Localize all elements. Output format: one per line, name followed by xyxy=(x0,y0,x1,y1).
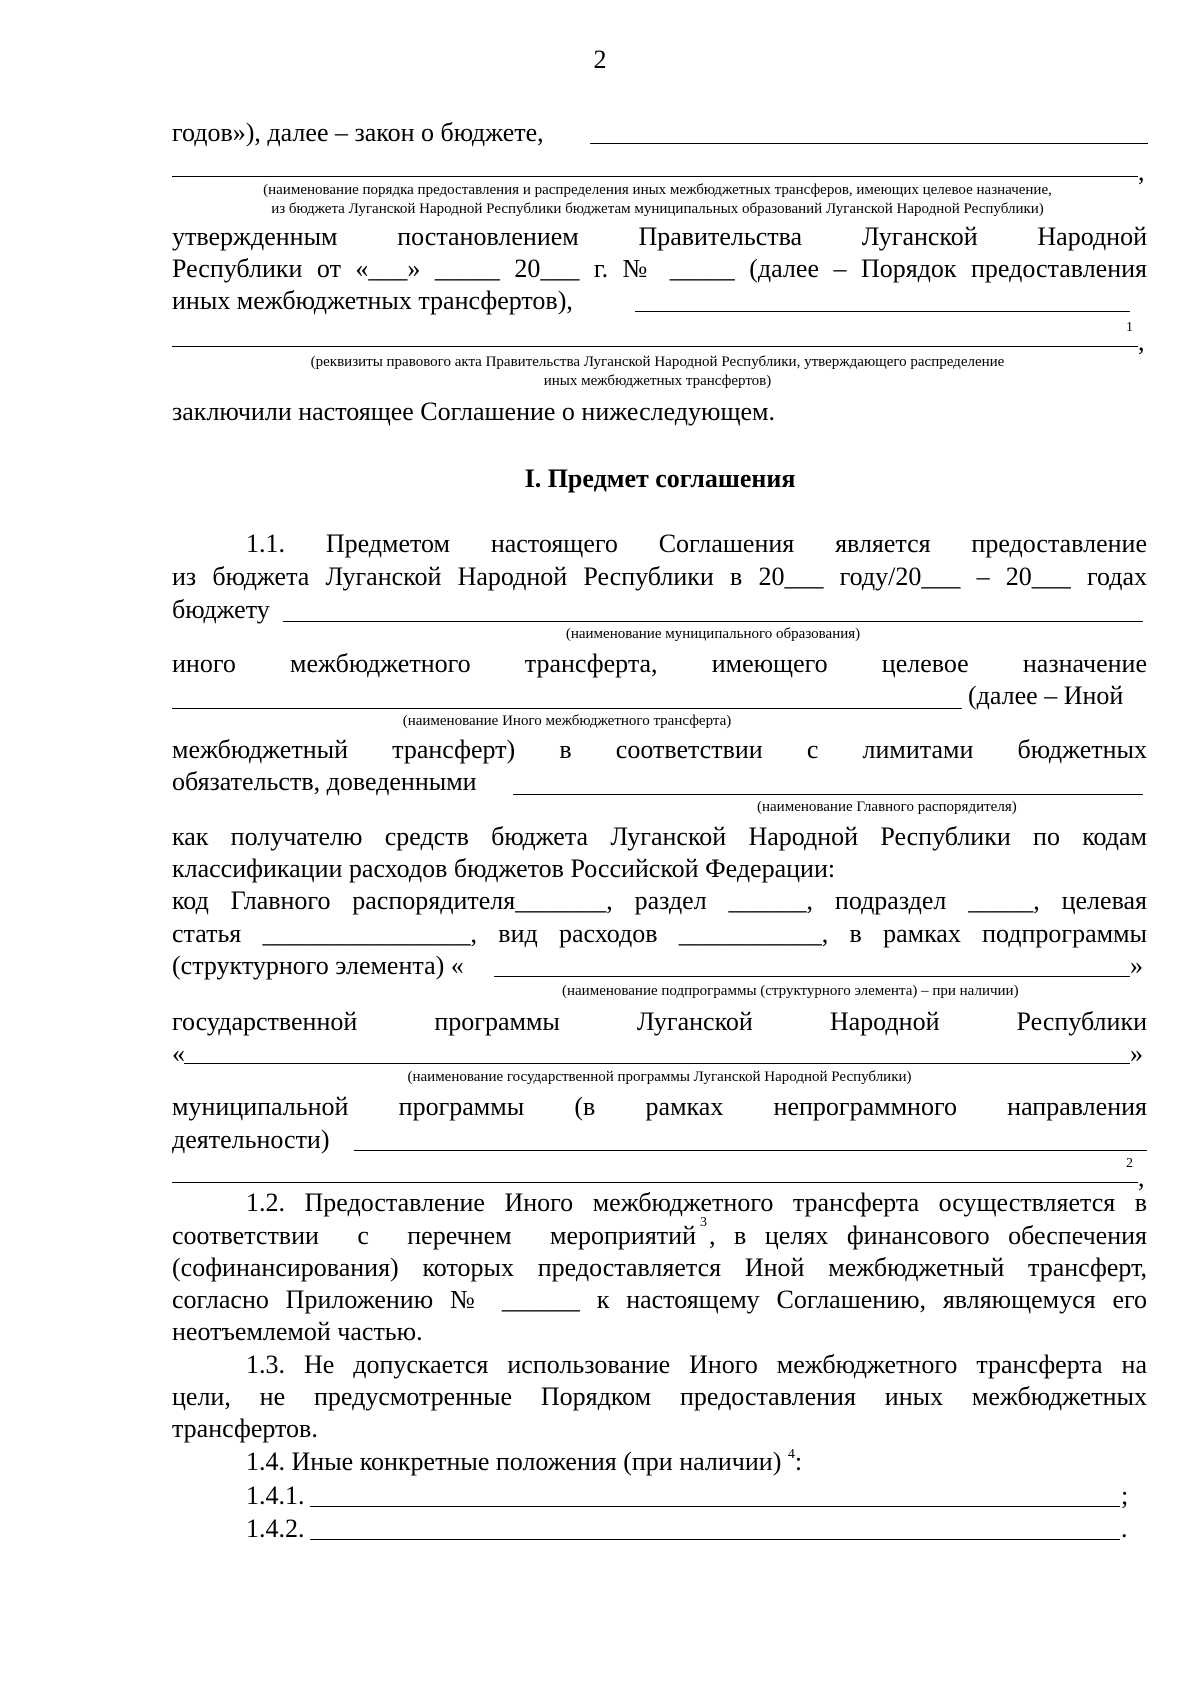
caption: из бюджета Луганской Народной Республики бюджетам муниципальных образований Луганской Народной Республики) xyxy=(271,201,1044,217)
comma: , xyxy=(1138,1163,1145,1192)
text-line xyxy=(246,1446,802,1478)
text-line: » xyxy=(1130,1039,1143,1068)
text-line: государственной программы Луганской Народной Республики xyxy=(172,1007,1147,1036)
footnote-marker: 3 xyxy=(700,1215,707,1230)
fill-line xyxy=(310,1506,1120,1507)
fill-line xyxy=(283,621,1143,622)
text-line: муниципальной программы (в рамках непрограммного направления xyxy=(172,1092,1147,1121)
fill-line xyxy=(184,1063,1130,1064)
text-line: (структурного элемента) « xyxy=(172,951,464,980)
text-line: 1.1. Предметом настоящего Соглашения является предоставление xyxy=(246,529,1147,558)
fill-line xyxy=(354,1150,1147,1151)
text-line: обязательств, доведенными xyxy=(172,767,477,796)
fill-line xyxy=(172,708,962,709)
text-line: иных межбюджетных трансфертов), xyxy=(172,286,573,315)
text-line: » xyxy=(1130,951,1143,980)
footnote-marker: 1 xyxy=(1126,320,1133,335)
fill-line xyxy=(635,311,1130,312)
comma: , xyxy=(1138,157,1145,186)
caption: (реквизиты правового акта Правительства Луганской Народной Республики, утверждающего распределение xyxy=(310,354,1005,370)
section-title: I. Предмет соглашения xyxy=(524,464,796,493)
fill-line xyxy=(494,976,1130,977)
text-line: межбюджетный трансферт) в соответствии с лимитами бюджетных xyxy=(172,735,1147,764)
caption: (наименование порядка предоставления и распределения иных межбюджетных трансферов, имеющих целевое назначение, xyxy=(263,182,1052,198)
text-fragment: , в целях финансового обеспечения xyxy=(709,1221,1147,1250)
text-fragment: соответствии с перечнем мероприятий xyxy=(172,1221,696,1250)
text-line: 1.3. Не допускается использование Иного межбюджетного трансферта на xyxy=(246,1350,1147,1379)
text-line: иного межбюджетного трансферта, имеющего целевое назначение xyxy=(172,649,1147,678)
footnote-marker: 4 xyxy=(787,1447,795,1462)
text-fragment: : xyxy=(794,1447,803,1476)
text-line: « xyxy=(172,1039,185,1068)
text-line: цели, не предусмотренные Порядком предоставления иных межбюджетных xyxy=(172,1382,1147,1411)
text-fragment: 1.4. Иные конкретные положения (при наличии) xyxy=(246,1447,782,1476)
caption: (наименование Иного межбюджетного трансферта) xyxy=(402,713,732,729)
fill-line xyxy=(310,1539,1120,1540)
text-line: классификации расходов бюджетов Российской Федерации: xyxy=(172,854,836,883)
text-line: статья ________________, вид расходов ___________, в рамках подпрограммы xyxy=(172,919,1147,948)
text-line: деятельности) xyxy=(172,1125,330,1154)
text-line: . xyxy=(1121,1514,1128,1543)
caption: (наименование государственной программы Луганской Народной Республики) xyxy=(407,1069,912,1085)
text-line: годов»), далее – закон о бюджете, xyxy=(172,118,544,147)
fill-line xyxy=(172,176,1138,177)
caption: (наименование Главного распорядителя) xyxy=(757,799,1017,815)
comma: , xyxy=(1138,327,1145,356)
caption: иных межбюджетных трансфертов) xyxy=(543,373,772,389)
text-line: ; xyxy=(1121,1481,1129,1510)
text-line xyxy=(172,1215,1147,1252)
caption: (наименование муниципального образования) xyxy=(565,626,861,642)
caption: (наименование подпрограммы (структурного элемента) – при наличии) xyxy=(562,983,1019,999)
text-line: (далее – Иной xyxy=(968,681,1124,710)
text-line: трансфертов. xyxy=(172,1414,318,1443)
text-line: код Главного распорядителя_______, раздел ______, подраздел _____, целевая xyxy=(172,886,1147,915)
text-line: Республики от «___» _____ 20___ г. № _____ (далее – Порядок предоставления xyxy=(172,254,1147,283)
text-line: неотъемлемой частью. xyxy=(172,1317,423,1346)
fill-line xyxy=(590,143,1148,144)
text-line: как получателю средств бюджета Луганской Народной Республики по кодам xyxy=(172,822,1147,851)
text-line: 1.4.2. xyxy=(246,1514,305,1543)
footnote-marker: 2 xyxy=(1126,1156,1133,1171)
fill-line xyxy=(172,1182,1138,1183)
text-line: 1.4.1. xyxy=(246,1481,305,1510)
text-line: бюджету xyxy=(172,595,270,624)
text-line: утвержденным постановлением Правительства Луганской Народной xyxy=(172,222,1147,251)
text-line: из бюджета Луганской Народной Республики в 20___ году/20___ – 20___ годах xyxy=(172,562,1147,591)
text-line: 1.2. Предоставление Иного межбюджетного трансферта осуществляется в xyxy=(246,1188,1147,1217)
fill-line xyxy=(172,346,1138,347)
text-line: согласно Приложению № ______ к настоящему Соглашению, являющемуся его xyxy=(172,1285,1147,1314)
fill-line xyxy=(513,794,1143,795)
page-number: 2 xyxy=(593,45,607,74)
text-line: (софинансирования) которых предоставляется Иной межбюджетный трансферт, xyxy=(172,1253,1147,1282)
text-line: заключили настоящее Соглашение о нижеследующем. xyxy=(172,397,775,426)
